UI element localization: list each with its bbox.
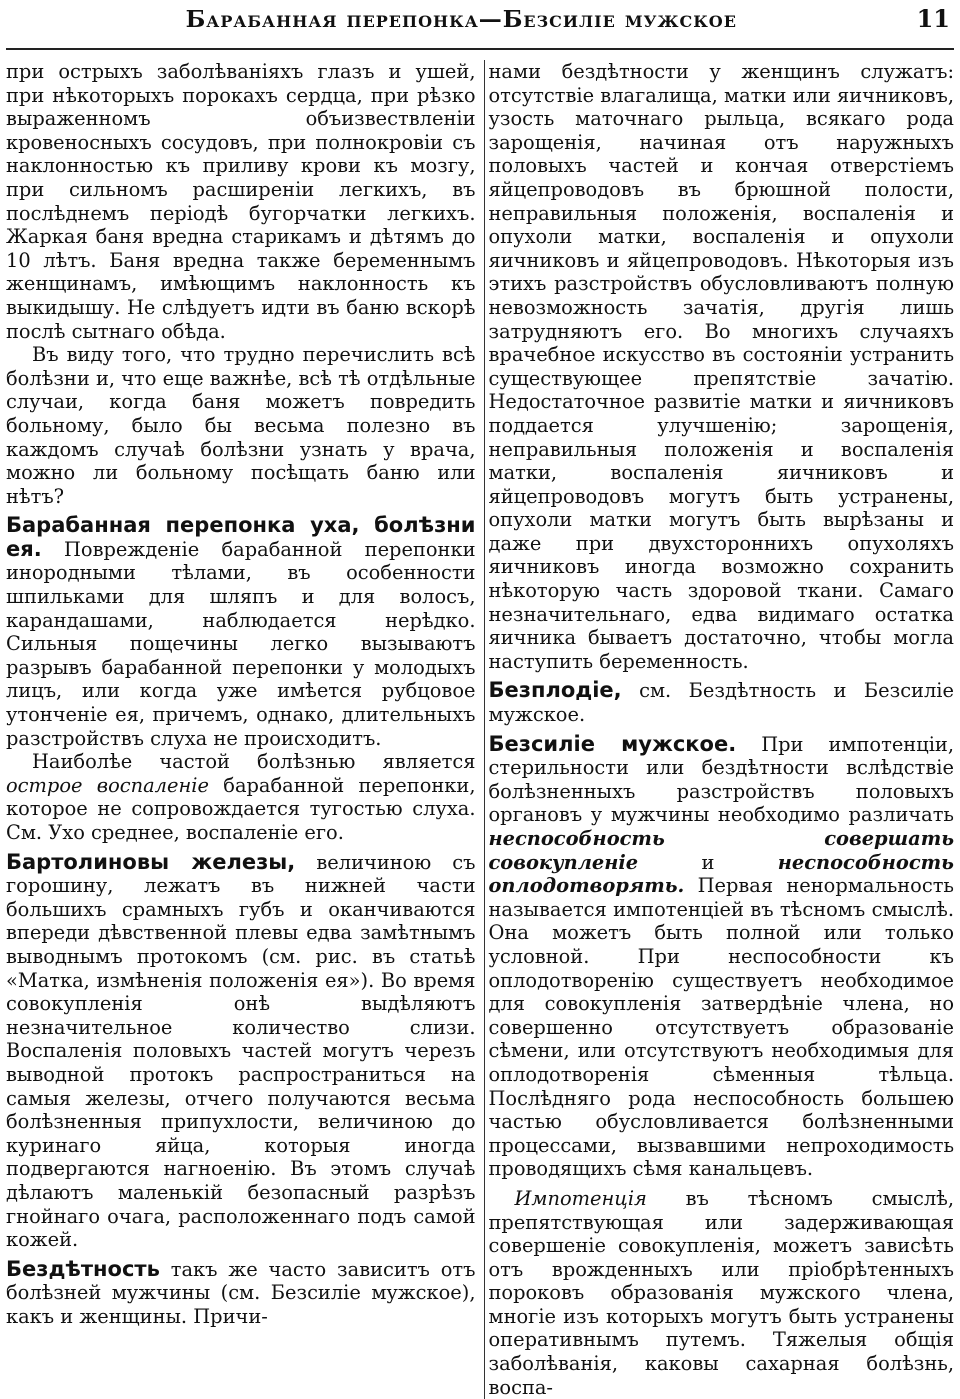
paragraph-text: Наиболѣе частой болѣзнью является [32, 750, 476, 774]
entry-infertility [489, 679, 955, 726]
entry-text: величиною съ горошину, лежатъ въ нижней части большихъ срамныхъ губъ и оканчиваются впереди дѣвственной плевы едва замѣтнымъ выводнымъ протокомъ (см. рис. въ статьѣ «Матка, измѣненiя положенiя ея»). Во время совокупленiя онѣ выдѣляютъ незначительное количество слизи. Воспаленiя половыхъ частей могутъ черезъ выводной протокъ распространиться на самыя железы, отчего получаются весьма болѣзненныя припухлости, величиною до куринаго яйца, которыя иногда подвергаются нагноенiю. Въ этомъ случаѣ дѣлаютъ маленькiй безопасный разрѣзъ гнойнаго очага, расположеннаго подъ самой кожей. [6, 850, 476, 1252]
paragraph-text: въ тѣсномъ смыслѣ, препятствующая или задерживающая совершенiе совокупленiя, можетъ зависѣть отъ врожденныхъ или прiобрѣтенныхъ пороковъ образованiя мужского члена, многiе изъ которыхъ могутъ быть устранены оперативнымъ путемъ. Тяжелыя общiя заболѣванiя, каковы сахарная болѣзнь, воспа- [488, 1186, 954, 1399]
entry-bartholin-glands [6, 851, 476, 1252]
paragraph-text: барабанной перепонки, которое не сопровождается тугостью слуха. См. Ухо среднее, воспаленiе его. [6, 773, 476, 844]
italic-term: Импотенцiя [514, 1186, 647, 1210]
entry-heading: Барабанная перепонка уха, болѣзни ея. [6, 513, 476, 561]
entry-text: Поврежденiе барабанной перепонки инородными тѣлами, въ особенности шпильками для шляпъ и для волосъ, карандашами, наблюдается нерѣдко. Сильныя пощечины легко вызываютъ разрывъ барабанной перепонки у молодыхъ лицъ, или когда уже имѣется рубцовое утонченiе ея, причемъ, однако, длительныхъ разстройствъ слуха не происходитъ. [6, 537, 476, 750]
entry-heading: Бартолиновы железы, [6, 849, 296, 874]
impotence-paragraph [489, 1187, 955, 1399]
eardrum-inflammation-paragraph [6, 750, 476, 844]
entry-text: Первая ненормальность называется импотенцiей въ тѣсномъ смыслѣ. Она можетъ быть полной или только условной. При неспособности къ оплодотворенiю существуетъ необходимое для совокупленiя затвердѣнiе члена, но совершенно отсутствуетъ образованiе сѣмени, или отсутствуютъ необходимыя для оплодотворенiя сѣменныя тѣльца. Послѣдняго рода неспособность большею частью обусловливается болѣзненными процессами, вызвавшими непроходимость проводящихъ сѣмя канальцевъ. [488, 874, 954, 1181]
entry-heading: Бездѣтность [6, 1256, 160, 1281]
text-columns [6, 60, 954, 1399]
bath-contraindications-paragraph: при острыхъ заболѣванiяхъ глазъ и ушей, при нѣкоторыхъ порокахъ сердца, при рѣзко выраженномъ объизвествленiи кровеносныхъ сосудовъ, при полнокровiи съ наклонностью къ приливу крови къ мозгу, при сильномъ расширенiи легкихъ, въ послѣднемъ перiодѣ бугорчатки легкихъ. Жаркая баня вредна старикамъ и дѣтямъ до 10 лѣтъ. Баня вредна также беременнымъ женщинамъ, имѣющимъ наклонность къ выкидышу. Не слѣдуетъ идти въ баню вскорѣ послѣ сытнаго обѣда. [6, 60, 476, 343]
left-column [6, 60, 485, 1399]
entry-text: такъ же часто зависитъ отъ болѣзней мужчины (см. Безсилiе мужское), какъ и женщины. Причи- [6, 1257, 476, 1328]
entry-text: При импотенцiи, стерильности или бездѣтности вслѣдствiе болѣзненныхъ разстройствъ половыхъ органовъ у мужчины необходимо различать [488, 732, 954, 827]
italic-term: неспособность оплодотворять. [488, 850, 954, 898]
entry-male-impotence [489, 733, 955, 1181]
italic-term: неспособность совершать совокупленiе [488, 827, 954, 874]
running-title: Барабанная перепонка—Безсилiе мужское [185, 6, 737, 33]
entry-heading: Безсилiе мужское. [488, 731, 737, 756]
italic-term: острое воспаленiе [6, 773, 209, 797]
childlessness-continued-paragraph: нами бездѣтности у женщинъ служатъ: отсутствiе влагалища, матки или яичниковъ, узость маточнаго рыльца, всякаго рода зарощенiя, начиная отъ наружныхъ половыхъ частей и кончая отверстiемъ яйцепроводовъ въ брюшной полости, неправильныя положенiя, воспаленiя и опухоли матки, воспаленiя и опухоли яичниковъ и яйцепроводовъ. Нѣкоторыя изъ этихъ разстройствъ обусловливаютъ полную невозможность зачатiя, другiя лишь затрудняютъ его. Во многихъ случаяхъ врачебное искусство въ состоянiи устранить существующее препятствiе зачатiю. Недостаточное развитiе матки и яичниковъ поддается улучшенiю; зарощенiя, неправильныя положенiя и воспаленiя матки, воспаленiя яичниковъ и яйцепроводовъ могутъ быть устранены, опухоли матки могутъ быть вырѣзаны и даже при двухстороннихъ опухоляхъ яичниковъ иногда возможно сохранить нѣкоторую часть здоровой ткани. Самаго незначительнаго, едва видимаго остатка яичника бываетъ достаточно, чтобы могла наступить беременность. [488, 60, 954, 673]
bath-advice-paragraph: Въ виду того, что трудно перечислить всѣ болѣзни и, что еще важнѣе, всѣ тѣ отдѣльные случаи, когда баня можетъ повредить больному, было бы весьма полезно въ каждомъ случаѣ болѣзни узнать у врача, можно ли больному посѣщать баню или нѣтъ? [6, 343, 476, 508]
entry-text: и [701, 850, 715, 874]
entry-heading: Безплодiе, [488, 678, 622, 703]
page-number: 11 [916, 4, 950, 33]
entry-eardrum [6, 514, 476, 750]
running-head [6, 4, 954, 50]
entry-text: см. Бездѣтность и Безсилiе мужское. [488, 679, 954, 727]
entry-childlessness [6, 1258, 476, 1329]
right-column [485, 60, 955, 1399]
